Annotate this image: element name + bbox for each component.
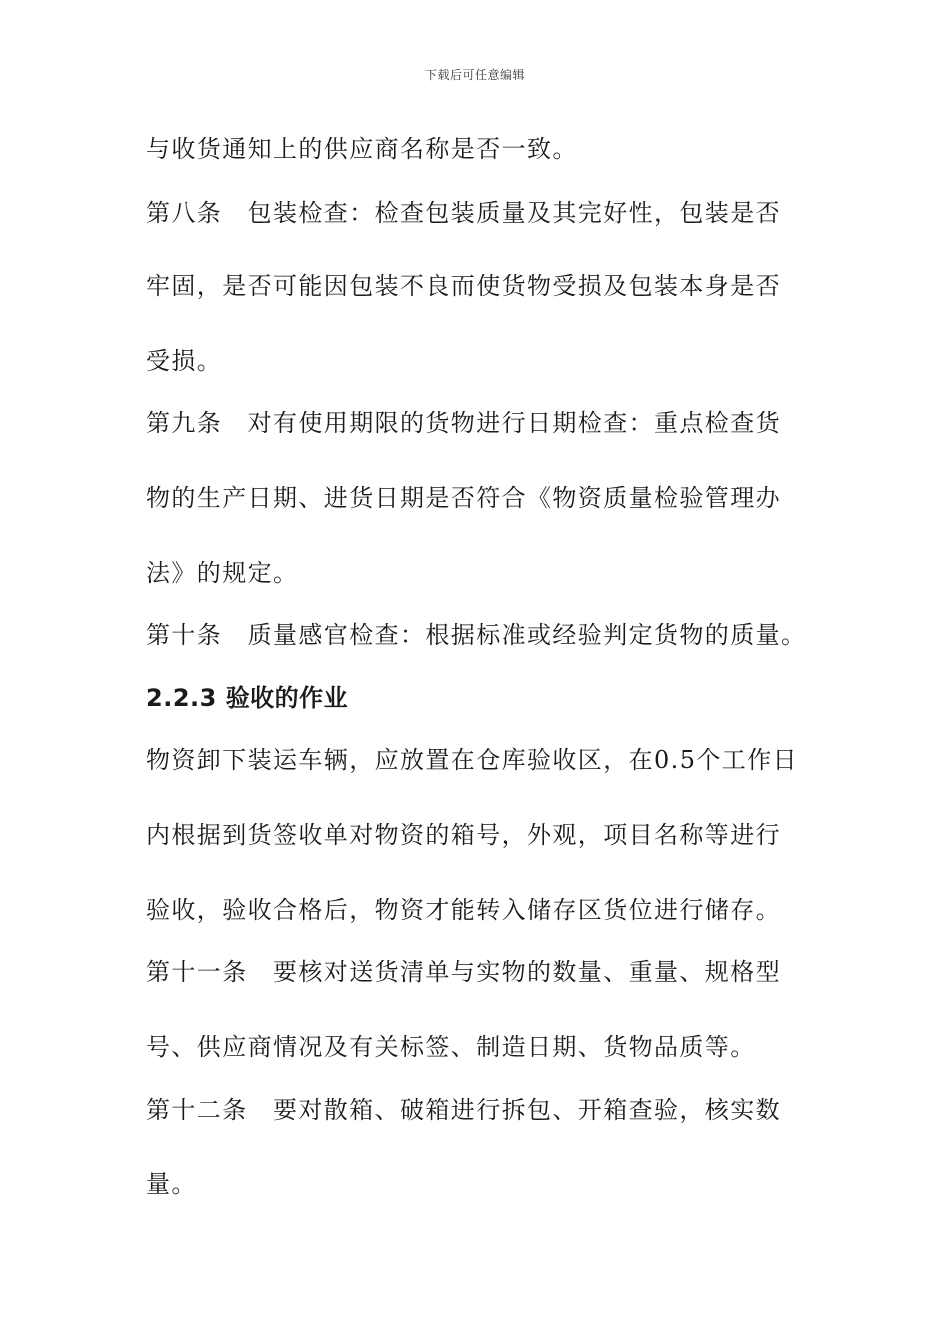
body-line: 受损。	[146, 347, 223, 375]
body-line: 内根据到货签收单对物资的箱号，外观，项目名称等进行	[146, 821, 781, 849]
article-11-line: 第十一条 要核对送货清单与实物的数量、重量、规格型	[146, 958, 781, 986]
article-12-line: 第十二条 要对散箱、破箱进行拆包、开箱查验，核实数	[146, 1096, 781, 1124]
body-line: 物的生产日期、进货日期是否符合《物资质量检验管理办	[146, 484, 781, 512]
section-heading: 2.2.3 验收的作业	[146, 684, 349, 712]
body-line: 验收，验收合格后，物资才能转入储存区货位进行储存。	[146, 896, 781, 924]
article-9-line: 第九条 对有使用期限的货物进行日期检查：重点检查货	[146, 409, 781, 437]
article-10-line: 第十条 质量感官检查：根据标准或经验判定货物的质量。	[146, 621, 807, 649]
body-line: 与收货通知上的供应商名称是否一致。	[146, 135, 578, 163]
body-line: 牢固，是否可能因包装不良而使货物受损及包装本身是否	[146, 272, 781, 300]
body-line: 号、供应商情况及有关标签、制造日期、货物品质等。	[146, 1033, 756, 1061]
body-line: 量。	[146, 1170, 197, 1198]
article-8-line: 第八条 包装检查：检查包装质量及其完好性，包装是否	[146, 199, 781, 227]
body-line: 物资卸下装运车辆，应放置在仓库验收区，在0.5个工作日	[146, 746, 798, 774]
page-header: 下载后可任意编辑	[424, 68, 525, 82]
body-line: 法》的规定。	[146, 559, 299, 587]
